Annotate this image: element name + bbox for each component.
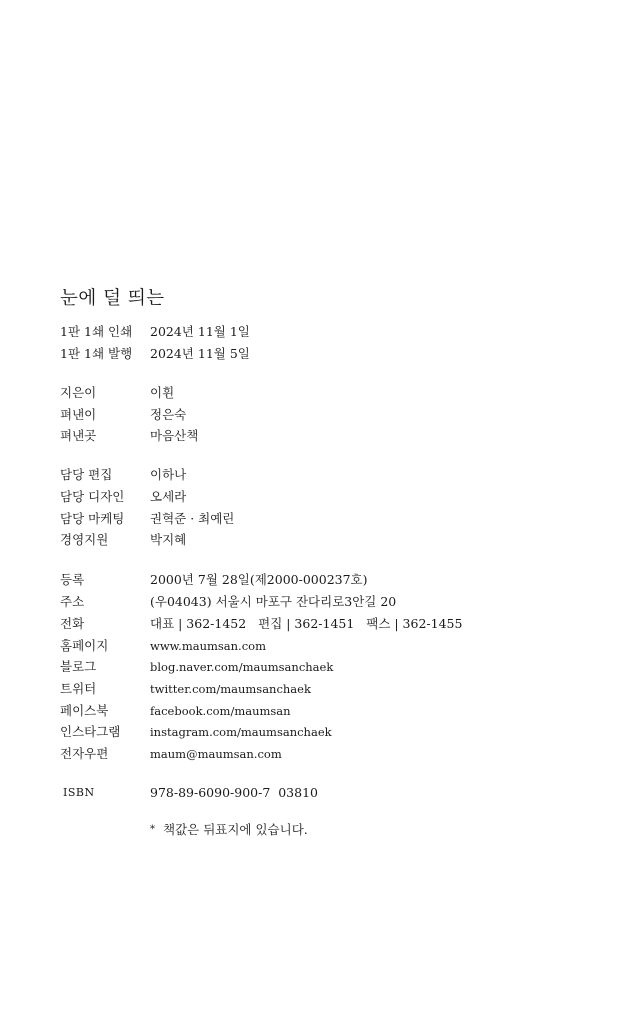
isbn-value: 978-89-6090-900-7 03810 (150, 785, 318, 800)
staff-value: 박지혜 (150, 532, 187, 547)
credit-label: 지은이 (60, 385, 97, 400)
credit-label: 펴낸곳 (60, 428, 97, 443)
contact-value: (우04043) 서울시 마포구 잔다리로3안길 20 (150, 594, 397, 609)
book-title: 눈에 덜 띄는 (60, 288, 165, 309)
staff-label: 담당 편집 (60, 467, 113, 482)
contact-label: 인스타그램 (60, 724, 121, 739)
contact-value: 2000년 7월 28일(제2000-000237호) (150, 572, 368, 587)
staff-label: 경영지원 (60, 532, 109, 547)
contact-label: 주소 (60, 594, 85, 609)
contact-value: www.maumsan.com (150, 639, 266, 653)
contact-label: 전화 (60, 616, 85, 631)
contact-value: maum@maumsan.com (150, 747, 282, 761)
staff-value: 오세라 (150, 489, 187, 504)
print-value: 2024년 11월 5일 (150, 346, 250, 361)
print-label: 1판 1쇄 인쇄 (60, 324, 133, 339)
credit-value: 마음산책 (150, 428, 199, 443)
contact-label: 등록 (60, 572, 85, 587)
isbn-label: ISBN (63, 786, 95, 799)
contact-label: 트위터 (60, 681, 97, 696)
contact-value: 대표 | 362-1452 편집 | 362-1451 팩스 | 362-1455 (150, 616, 463, 631)
contact-label: 홈페이지 (60, 638, 109, 653)
contact-value: blog.naver.com/maumsanchaek (150, 660, 334, 674)
note-bullet: * (150, 824, 155, 835)
contact-value: twitter.com/maumsanchaek (150, 682, 311, 696)
credit-value: 이휜 (150, 385, 175, 400)
credit-label: 펴낸이 (60, 407, 97, 422)
print-value: 2024년 11월 1일 (150, 324, 250, 339)
staff-value: 권혁준 · 최예린 (150, 511, 235, 526)
print-label: 1판 1쇄 발행 (60, 346, 133, 361)
credit-value: 정은숙 (150, 407, 187, 422)
contact-label: 블로그 (60, 659, 97, 674)
contact-label: 페이스북 (60, 703, 109, 718)
contact-value: facebook.com/maumsan (150, 704, 291, 718)
staff-label: 담당 디자인 (60, 489, 125, 504)
contact-label: 전자우편 (60, 746, 109, 761)
contact-value: instagram.com/maumsanchaek (150, 725, 332, 739)
note-text: 책값은 뒤표지에 있습니다. (163, 822, 308, 837)
price-note (150, 820, 308, 840)
staff-value: 이하나 (150, 467, 187, 482)
staff-label: 담당 마케팅 (60, 511, 125, 526)
